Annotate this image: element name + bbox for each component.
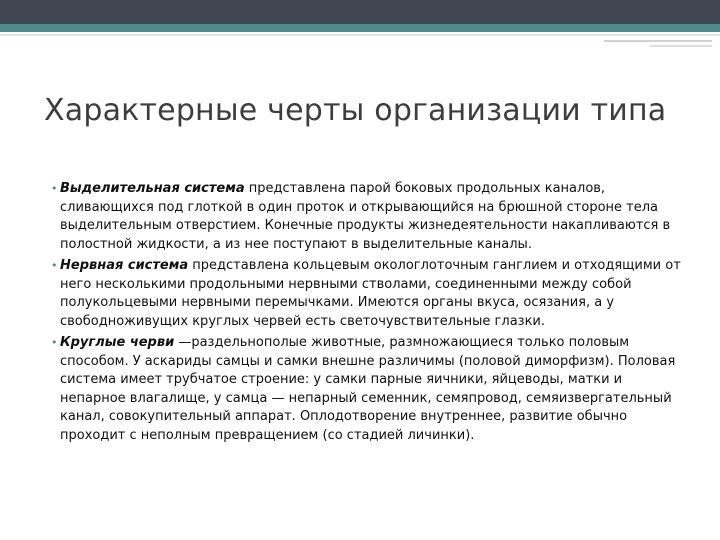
header-bar — [0, 0, 720, 24]
divider-line-short — [604, 40, 712, 42]
bullet-item-roundworms — [51, 334, 683, 445]
bullet-icon: • — [51, 182, 58, 195]
bullet-term: Круглые черви — [60, 335, 175, 350]
slide-title: Характерные черты организации типа — [44, 93, 667, 128]
accent-strip — [0, 24, 720, 32]
divider-line-shorter — [650, 45, 712, 47]
bullet-item-excretory-system — [51, 180, 683, 254]
bullet-text: —раздельнополые животные, размножающиеся только половым способом. У аскариды самцы и самки внешне различимы (половой диморфизм). Половая система имеет трубчатое строение: у самки парные яичники, яйцеводы, матки и непарное влагалище, у самца — непарный семенник, семяпровод, семяизвергательный канал, совокупительный аппарат. Оплодотворение внутреннее, развитие обычно проходит с неполным превращением (со стадией личинки). — [60, 335, 676, 443]
bullet-icon: • — [51, 336, 58, 349]
bullet-term: Выделительная система — [60, 181, 245, 196]
bullet-icon: • — [51, 259, 58, 272]
bullet-item-nervous-system — [51, 257, 683, 331]
divider-line — [0, 34, 720, 36]
bullet-term: Нервная система — [60, 258, 189, 273]
bullet-list — [51, 180, 683, 445]
bullet-text: представлена кольцевым окологлоточным ганглием и отходящими от него несколькими продольными нервными стволами, соединенными между собой полукольцевыми нервными перемычками. Имеются органы вкуса, осязания, а у свободноживущих круглых червей есть светочувствительные глазки. — [60, 258, 681, 329]
bullet-text: представлена парой боковых продольных каналов, сливающихся под глоткой в один проток и открывающийся на брюшной стороне тела выделительным отверстием. Конечные продукты жизнедеятельности накапливаются в полостной жидкости, а из нее поступают в выделительные каналы. — [60, 181, 671, 252]
